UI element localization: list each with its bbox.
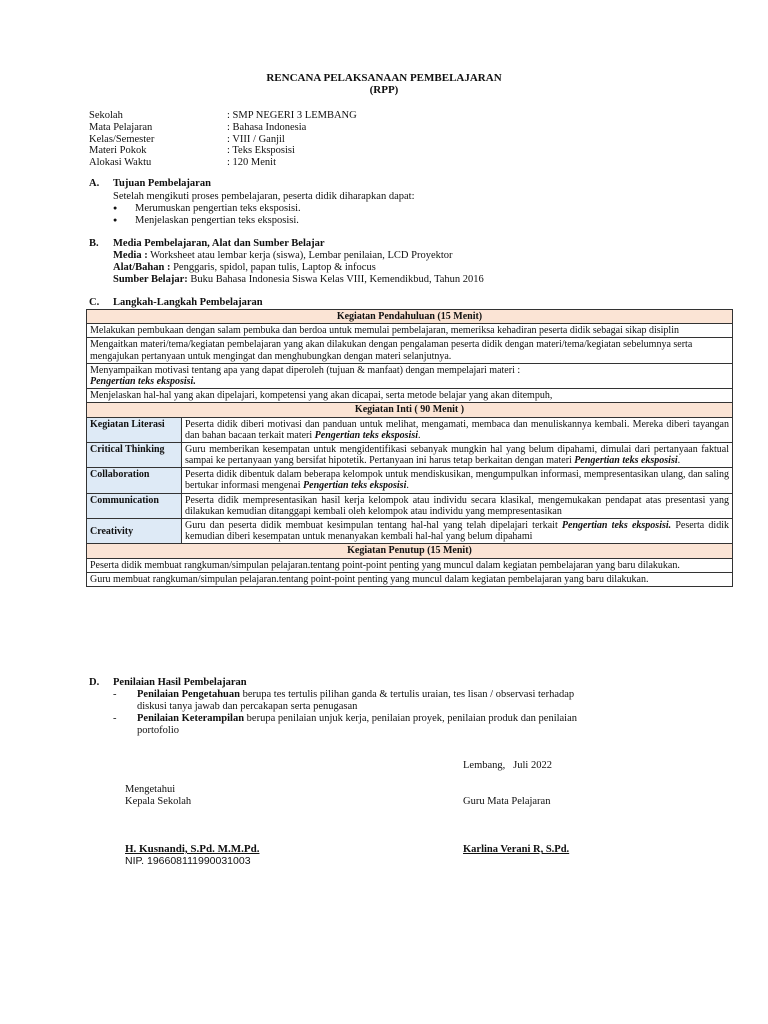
section-b-heading — [89, 238, 325, 250]
section-a-heading — [89, 178, 211, 190]
inti-tail: . — [406, 480, 409, 492]
activity-table — [86, 309, 733, 587]
identity-row — [89, 157, 357, 169]
identity-value: : VIII / Ganjil — [227, 133, 285, 145]
inti-text — [182, 417, 733, 442]
table-row — [87, 363, 733, 388]
identity-value: : SMP NEGERI 3 LEMBANG — [227, 110, 357, 121]
table-row: Peserta didik membuat rangkuman/simpulan pelajaran.tentang point-point penting yang muncul dalam kegiatan pembelajaran yang baru dilakukan. — [87, 558, 733, 572]
media-value: Worksheet atau lembar kerja (siswa), Lembar penilaian, LCD Proyektor — [147, 250, 453, 261]
list-item: - Penilaian Keterampilan berupa penilaian unjuk kerja, penilaian proyek, penilaian produk dan penilaian — [113, 713, 578, 724]
inti-label: Kegiatan Literasi — [87, 417, 182, 442]
section-title: Tujuan Pembelajaran — [113, 178, 211, 189]
document-title: RENCANA PELAKSANAAN PEMBELAJARAN — [266, 72, 502, 84]
table-row: Guru membuat rangkuman/simpulan pelajaran.tentang point-point penting yang muncul dalam kegiatan pembelajaran yang baru dilakukan. — [87, 572, 733, 586]
inti-body: Peserta didik mempresentasikan hasil kerja kelompok atau individu secara klasikal, mengemukakan pendapat atas presentasi yang dilakukan kemudian ditanggapi kembali oleh kelompok atau individu yang mempresentasikan — [185, 494, 729, 517]
inti-label: Creativity — [87, 519, 182, 544]
identity-value: : Bahasa Indonesia — [227, 121, 307, 133]
media-label: Media : — [113, 250, 148, 261]
identity-key: Kelas/Semester — [89, 133, 155, 145]
inti-tail: . — [677, 455, 681, 467]
inti-label: Communication — [87, 493, 182, 518]
list-item — [113, 215, 299, 227]
penutup-header: Kegiatan Penutup (15 Menit) — [87, 544, 733, 558]
identity-row — [89, 110, 357, 122]
inti-body: Peserta didik dibentuk dalam beberapa kelompok untuk mendiskusikan, mengumpulkan informasi, mempresentasikan ulang, dan saling bertukar informasi mengenai — [185, 469, 729, 492]
section-d-heading — [89, 677, 247, 689]
sumber-value: Buku Bahasa Indonesia Siswa Kelas VIII, Kemendikbud, Tahun 2016 — [187, 274, 484, 285]
inti-emphasis: Pengertian teks eksposisi — [314, 429, 418, 441]
bullet-icon: ● — [113, 216, 118, 224]
guru-label: Guru Mata Pelajaran — [463, 796, 551, 807]
document-subtitle: (RPP) — [369, 84, 399, 96]
pendahuluan-header: Kegiatan Pendahuluan (15 Menit) — [87, 310, 733, 324]
inti-body: Guru dan peserta didik membuat kesimpulan tentang hal-hal yang telah dipelajari terkait — [185, 520, 562, 531]
section-title: Media Pembelajaran, Alat dan Sumber Belajar — [113, 238, 325, 249]
inti-text — [182, 493, 733, 518]
identity-row — [89, 134, 357, 146]
inti-emphasis: Pengertian teks eksposisi — [303, 480, 407, 492]
penilaian-label: Penilaian Keterampilan — [137, 713, 245, 724]
place-date: Lembang, Juli 2022 — [463, 760, 552, 771]
inti-tail: Peserta didik kemudian diberi kesempatan untuk menanyakan kembali hal-hal yang belum dipahami — [185, 520, 729, 543]
identity-key: Sekolah — [89, 110, 123, 121]
identity-value: : Teks Eksposisi — [227, 145, 295, 157]
alat-label: Alat/Bahan : — [113, 262, 171, 273]
mengetahui-label: Mengetahui — [125, 784, 176, 795]
inti-tail: . — [418, 429, 421, 441]
section-number: C. — [89, 297, 100, 308]
inti-emphasis: Pengertian teks eksposisi. — [561, 520, 672, 531]
identity-row — [89, 122, 357, 134]
alat-value: Penggaris, spidol, papan tulis, Laptop & infocus — [170, 262, 376, 273]
identity-value: : 120 Menit — [227, 157, 276, 169]
bullet-icon: ● — [113, 204, 118, 212]
section-title: Penilaian Hasil Pembelajaran — [113, 677, 247, 688]
penilaian-text-cont: portofolio — [137, 725, 179, 736]
list-item — [113, 203, 301, 215]
section-title: Langkah-Langkah Pembelajaran — [113, 297, 263, 308]
section-number: A. — [89, 178, 100, 189]
list-item-text: Menjelaskan pengertian teks eksposisi. — [135, 215, 299, 226]
inti-body: Peserta didik diberi motivasi dan panduan untuk melihat, mengamati, membaca dan menuliskannya kembali. Mereka diberi tayangan dan bahan bacaan terkait materi — [185, 418, 729, 441]
table-row: Mengaitkan materi/tema/kegiatan pembelajaran yang akan dilakukan dengan pengalaman peserta didik dengan materi/tema/kegiatan sebelumnya serta mengajukan pertanyaan untuk mengingat dan menghubungkan dengan materi selanjutnya. — [87, 338, 733, 363]
penilaian-text: berupa penilaian unjuk kerja, penilaian proyek, penilaian produk dan penilaian — [244, 713, 578, 724]
section-a-intro: Setelah mengikuti proses pembelajaran, peserta didik diharapkan dapat: — [113, 191, 415, 202]
identity-key: Mata Pelajaran — [89, 121, 153, 133]
identity-key: Materi Pokok — [89, 145, 147, 157]
list-item-text: Merumuskan pengertian teks eksposisi. — [135, 203, 301, 214]
section-number: B. — [89, 238, 99, 249]
inti-label: Critical Thinking — [87, 442, 182, 467]
identity-table — [89, 110, 357, 169]
inti-label: Collaboration — [87, 468, 182, 493]
kepala-nip: NIP. 196608111990031003 — [125, 855, 251, 867]
inti-body: Guru memberikan kesempatan untuk mengidentifikasi sebanyak mungkin hal yang belum dipahami, dimulai dari pertanyaan faktual sampai ke pertanyaan yang bersifat hipotetik. Pertanyaan ini harus tetap berkaitan dengan materi — [185, 443, 729, 467]
section-number: D. — [89, 677, 100, 688]
identity-row — [89, 145, 357, 157]
list-item: - Penilaian Pengetahuan berupa tes tertulis pilihan ganda & tertulis uraian, tes lisan / observasi terhadap — [113, 689, 575, 700]
alat-line — [113, 262, 376, 274]
kepala-name: H. Kusnandi, S.Pd. M.M.Pd. — [125, 843, 260, 855]
sumber-line — [113, 274, 484, 286]
inti-text — [182, 519, 733, 544]
inti-header: Kegiatan Inti ( 90 Menit ) — [87, 403, 733, 417]
penilaian-text-cont: diskusi tanya jawab dan percakapan serta penugasan — [137, 701, 358, 712]
motivasi-text: Menyampaikan motivasi tentang apa yang dapat diperoleh (tujuan & manfaat) dengan mempelajari materi : — [90, 364, 521, 376]
penilaian-text: berupa tes tertulis pilihan ganda & tertulis uraian, tes lisan / observasi terhadap — [239, 689, 575, 700]
inti-emphasis: Pengertian teks eksposisi — [574, 455, 678, 467]
sumber-label: Sumber Belajar: — [113, 274, 188, 285]
guru-name: Karlina Verani R, S.Pd. — [463, 844, 570, 855]
kepala-label: Kepala Sekolah — [125, 796, 192, 807]
inti-text — [182, 442, 733, 467]
section-c-heading — [89, 297, 263, 309]
media-line — [113, 250, 453, 262]
table-row: Melakukan pembukaan dengan salam pembuka dan berdoa untuk memulai pembelajaran, memeriksa kehadiran peserta didik sebagai sikap disiplin — [87, 324, 733, 338]
inti-text — [182, 468, 733, 493]
identity-key: Alokasi Waktu — [89, 157, 152, 169]
penilaian-label: Penilaian Pengetahuan — [137, 689, 240, 700]
motivasi-materi: Pengertian teks eksposisi. — [90, 375, 196, 387]
table-row: Menjelaskan hal-hal yang akan dipelajari, kompetensi yang akan dicapai, serta metode belajar yang akan ditempuh, — [87, 389, 733, 403]
